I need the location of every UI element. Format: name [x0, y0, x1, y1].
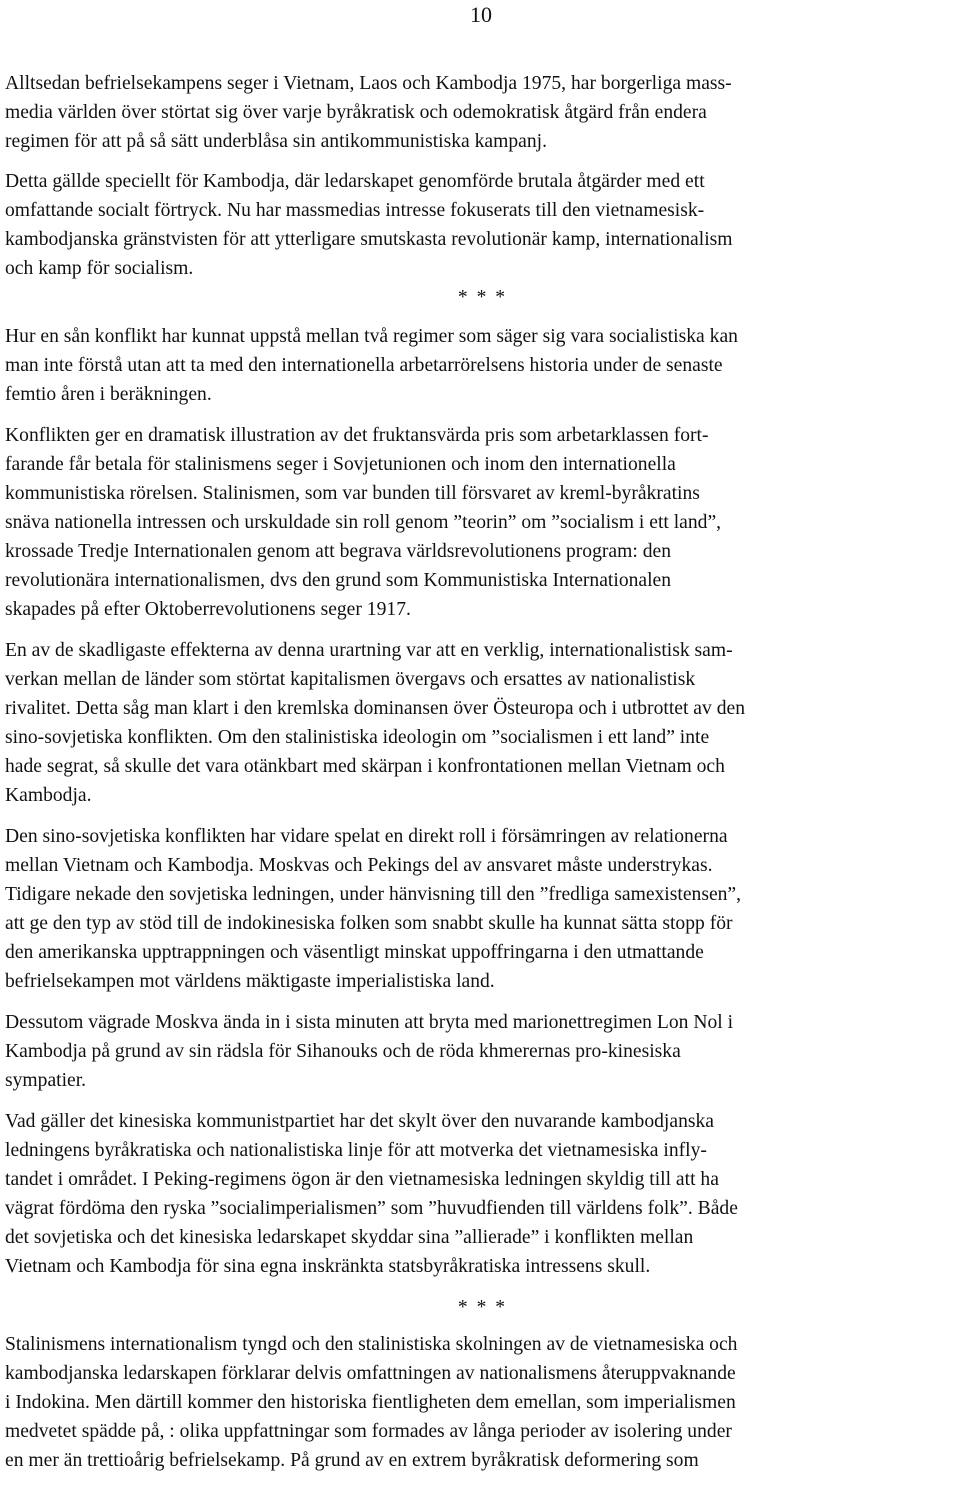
- text-line: mellan Vietnam och Kambodja. Moskvas och Pekings del av ansvaret måste understrykas.: [5, 855, 713, 876]
- page-number: 10: [470, 2, 492, 27]
- text-line: omfattande socialt förtryck. Nu har massmedias intresse fokuserats till den vietnamesisk-: [5, 200, 705, 221]
- paragraph-1: [5, 69, 960, 156]
- text-line: tandet i området. I Peking-regimens ögon är den vietnamesiska ledningen skyldig till att ha: [5, 1169, 719, 1190]
- text-line: kambodjanska gränstvisten för att ytterligare smutskasta revolutionär kamp, internationalism: [5, 229, 733, 250]
- text-line: man inte förstå utan att ta med den internationella arbetarrörelsens historia under de senaste: [5, 355, 723, 376]
- text-line: befrielsekampen mot världens mäktigaste imperialistiska land.: [5, 971, 495, 992]
- text-line: ledningens byråkratiska och nationalistiska linje för att motverka det vietnamesiska infly-: [5, 1140, 707, 1161]
- text-line: medvetet spädde på, : olika uppfattningar som formades av långa perioder av isolering under: [5, 1421, 732, 1442]
- paragraph-6: [5, 822, 960, 996]
- text-line: Kambodja.: [5, 785, 92, 806]
- text-line: Dessutom vägrade Moskva ända in i sista minuten att bryta med marionettregimen Lon Nol i: [5, 1012, 734, 1033]
- paragraph-3: [5, 322, 960, 409]
- text-line: det sovjetiska och det kinesiska ledarskapet skyddar sina ”allierade” i konflikten mellan: [5, 1227, 694, 1248]
- text-line: revolutionära internationalismen, dvs den grund som Kommunistiska Internationalen: [5, 570, 672, 591]
- document-body: [5, 69, 960, 1487]
- text-line: Den sino-sovjetiska konflikten har vidare spelat en direkt roll i försämringen av relationerna: [5, 826, 728, 847]
- text-line: snäva nationella intressen och urskuldade sin roll genom ”teorin” om ”socialism i ett land”,: [5, 512, 722, 533]
- text-line: sino-sovjetiska konflikten. Om den stalinistiska ideologin om ”socialismen i ett land” inte: [5, 727, 710, 748]
- text-line: vägrat fördöma den ryska ”socialimperialismen” som ”huvudfienden till världens folk”. Både: [5, 1198, 738, 1219]
- paragraph-4: [5, 421, 960, 624]
- text-line: kommunistiska rörelsen. Stalinismen, som var bunden till försvaret av kreml-byråkratins: [5, 483, 700, 504]
- text-line: i Indokina. Men därtill kommer den historiska fientligheten dem emellan, som imperialismen: [5, 1392, 736, 1413]
- text-line: den amerikanska upptrappningen och väsentligt minskat uppoffringarna i den utmattande: [5, 942, 704, 963]
- text-line: kambodjanska ledarskapen förklarar delvis omfattningen av nationalismens återuppvaknande: [5, 1363, 736, 1384]
- text-line: regimen för att på så sätt underblåsa sin antikommunistiska kampanj.: [5, 131, 547, 152]
- paragraph-2: [5, 167, 960, 283]
- paragraph-8: [5, 1107, 960, 1281]
- text-line: Konflikten ger en dramatisk illustration av det fruktansvärda pris som arbetarklassen fort-: [5, 425, 709, 446]
- text-line: att ge den typ av stöd till de indokinesiska folken som snabbt skulle ha kunnat sätta stopp för: [5, 913, 733, 934]
- text-line: Hur en sån konflikt har kunnat uppstå mellan två regimer som säger sig vara socialistiska kan: [5, 326, 738, 347]
- text-line: femtio åren i beräkningen.: [5, 384, 212, 405]
- paragraph-5: [5, 636, 960, 810]
- text-line: verkan mellan de länder som störtat kapitalismen övergavs och ersattes av nationalistisk: [5, 669, 696, 690]
- text-line: media världen över störtat sig över varje byråkratisk och odemokratisk åtgärd från endera: [5, 102, 707, 123]
- text-line: Kambodja på grund av sin rädsla för Sihanouks och de röda khmerernas pro-kinesiska: [5, 1041, 681, 1062]
- text-line: Alltsedan befrielsekampens seger i Vietnam, Laos och Kambodja 1975, har borgerliga mass-: [5, 73, 732, 94]
- text-line: Vad gäller det kinesiska kommunistpartiet har det skylt över den nuvarande kambodjanska: [5, 1111, 714, 1132]
- section-separator: * * *: [457, 287, 508, 308]
- text-line: Vietnam och Kambodja för sina egna inskränkta statsbyråkratiska intressens skull.: [5, 1256, 651, 1277]
- paragraph-9: [5, 1330, 960, 1475]
- text-line: och kamp för socialism.: [5, 258, 194, 279]
- text-line: krossade Tredje Internationalen genom att begrava världsrevolutionens program: den: [5, 541, 671, 562]
- text-line: hade segrat, så skulle det vara otänkbart med skärpan i konfrontationen mellan Vietnam och: [5, 756, 725, 777]
- text-line: Tidigare nekade den sovjetiska ledningen, under hänvisning till den ”fredliga samexistensen”,: [5, 884, 742, 905]
- text-line: en mer än trettioårig befrielsekamp. På grund av en extrem byråkratisk deformering som: [5, 1450, 699, 1471]
- text-line: Stalinismens internationalism tyngd och den stalinistiska skolningen av de vietnamesiska och: [5, 1334, 738, 1355]
- paragraph-7: [5, 1008, 960, 1095]
- section-separator: * * *: [457, 1297, 508, 1318]
- text-line: En av de skadligaste effekterna av denna urartning var att en verklig, internationalistisk sam-: [5, 640, 733, 661]
- text-line: sympatier.: [5, 1070, 87, 1091]
- text-line: farande får betala för stalinismens seger i Sovjetunionen och inom den internationella: [5, 454, 676, 475]
- text-line: rivalitet. Detta såg man klart i den kremlska dominansen över Östeuropa och i utbrottet av den: [5, 698, 745, 719]
- text-line: skapades på efter Oktoberrevolutionens seger 1917.: [5, 599, 411, 620]
- text-line: Detta gällde speciellt för Kambodja, där ledarskapet genomförde brutala åtgärder med ett: [5, 171, 705, 192]
